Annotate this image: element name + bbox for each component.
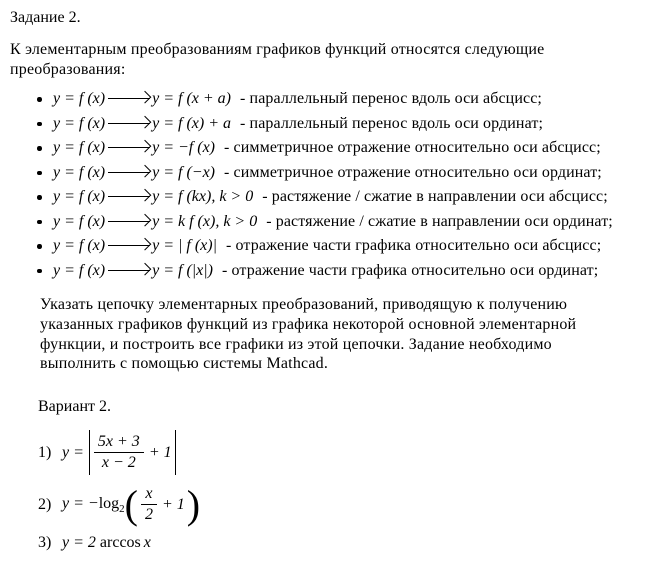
- transform-item: [35, 112, 666, 137]
- fraction-numerator: 5x + 3: [97, 433, 140, 451]
- instruction-line: указанных графиков функций из графика некоторой основной элементарной: [40, 315, 577, 333]
- formula-to: y = f (x) + a: [152, 114, 232, 132]
- formula-pre: y = −: [62, 494, 99, 512]
- formula-from: y = f (x): [53, 188, 106, 205]
- abs-bar-right: [175, 430, 176, 475]
- log-subscript: 2: [119, 502, 125, 515]
- problems-list: [38, 430, 666, 552]
- variant-title: Вариант 2.: [38, 398, 111, 416]
- formula-tail: + 1: [161, 495, 185, 513]
- formula-argument: x: [143, 534, 151, 552]
- formula-to: y = f (x + a): [152, 90, 232, 107]
- formula-lhs: [62, 495, 125, 515]
- abs-bar-left: [89, 430, 90, 475]
- problem-formula: [62, 430, 177, 475]
- long-arrow-icon: [108, 98, 150, 99]
- formula-to: y = f (kx), k > 0: [152, 188, 254, 205]
- fraction-denominator: x − 2: [94, 452, 144, 473]
- intro-line: преобразования:: [10, 61, 126, 78]
- left-paren: (: [124, 481, 138, 527]
- transform-description: - отражение части графика относительно оси абсцисс;: [226, 237, 602, 254]
- instruction-paragraph: [40, 295, 666, 374]
- problem-number: 3): [38, 534, 52, 552]
- long-arrow-icon: [108, 123, 150, 124]
- problem-formula: [62, 482, 200, 527]
- formula-lhs: y =: [62, 443, 88, 461]
- intro-paragraph: [10, 40, 666, 80]
- long-arrow-icon: [108, 147, 150, 148]
- formula-to: y = f (−x): [152, 163, 216, 181]
- transform-description: - параллельный перенос вдоль оси ординат;: [240, 114, 544, 132]
- absolute-value-group: [88, 430, 177, 475]
- problem-1: [38, 430, 666, 475]
- transform-item: [35, 136, 666, 161]
- log-function: log: [98, 494, 120, 512]
- transformations-list: [35, 87, 666, 283]
- transform-description: - растяжение / сжатие в направлении оси ординат;: [266, 212, 613, 230]
- formula-from: y = f (x): [53, 237, 106, 254]
- formula-from: y = f (x): [53, 261, 106, 279]
- formula-to: y = f (|x|): [152, 261, 214, 279]
- transform-description: - отражение части графика относительно оси ординат;: [222, 261, 599, 279]
- long-arrow-icon: [108, 196, 150, 197]
- formula-to: y = −f (x): [152, 139, 216, 156]
- transform-item: [35, 185, 666, 210]
- transform-item: [35, 259, 666, 284]
- problem-formula: [62, 534, 151, 552]
- fraction: [94, 432, 144, 473]
- long-arrow-icon: [108, 172, 150, 173]
- long-arrow-icon: [108, 221, 150, 222]
- fraction-denominator: 2: [141, 504, 157, 525]
- formula-from: y = f (x): [53, 163, 106, 181]
- transform-item: [35, 210, 666, 235]
- formula-from: y = f (x): [53, 139, 106, 156]
- transform-item: [35, 234, 666, 259]
- formula-body: [62, 534, 151, 552]
- long-arrow-icon: [108, 245, 150, 246]
- transform-item: [35, 161, 666, 186]
- parenthesis-group: [125, 482, 200, 527]
- long-arrow-icon: [108, 270, 150, 271]
- right-paren: ): [186, 481, 201, 527]
- instruction-line: Указать цепочку элементарных преобразований, приводящую к получению: [40, 296, 568, 313]
- problem-2: [38, 482, 666, 527]
- formula-tail: + 1: [148, 443, 172, 461]
- transform-description: - симметричное отражение относительно оси абсцисс;: [224, 139, 601, 156]
- instruction-line: функции, и построить все графики из этой цепочки. Задание необходимо: [40, 335, 552, 353]
- transform-item: [35, 87, 666, 112]
- problem-number: 1): [38, 443, 52, 461]
- arccos-function: arccos: [99, 534, 141, 552]
- formula-from: y = f (x): [53, 212, 106, 230]
- intro-line: К элементарным преобразованиям графиков функций относятся следующие: [10, 41, 545, 58]
- problem-3: [38, 534, 666, 552]
- transform-description: - растяжение / сжатие в направлении оси абсцисс;: [262, 188, 608, 205]
- formula-from: y = f (x): [53, 90, 106, 107]
- task-title: Задание 2.: [10, 9, 81, 26]
- formula-to: y = k f (x), k > 0: [152, 212, 258, 230]
- formula-to: y = | f (x)|: [152, 237, 218, 254]
- formula-pre: y = 2: [62, 534, 100, 552]
- instruction-line: выполнить с помощью системы Mathcad.: [40, 355, 329, 373]
- formula-from: y = f (x): [53, 114, 106, 132]
- transform-description: - параллельный перенос вдоль оси абсцисс;: [240, 90, 542, 107]
- problem-number: 2): [38, 495, 52, 513]
- fraction-numerator: x: [145, 485, 153, 503]
- fraction: [141, 484, 157, 525]
- transform-description: - симметричное отражение относительно оси ординат;: [224, 163, 602, 181]
